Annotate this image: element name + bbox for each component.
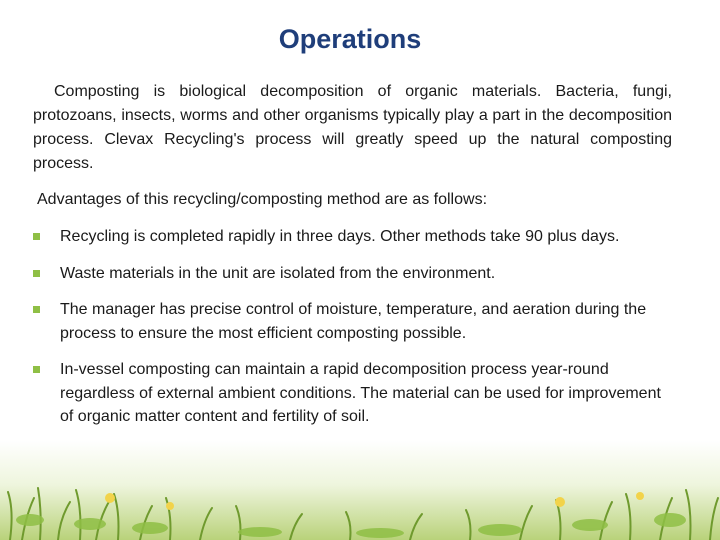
list-item-text: The manager has precise control of moisture, temperature, and aeration during the process to ensure the most efficient composting possible. — [60, 301, 647, 342]
intro-paragraph: Composting is biological decomposition of organic materials. Bacteria, fungi, protozoans, insects, worms and other organisms typically play a part in the decomposition process. Clevax Recycling's process will greatly speed up the natural composting process. — [33, 83, 672, 172]
list-item-text: In-vessel composting can maintain a rapid decomposition process year-round regardless of external ambient conditions. The material can be used for improvement of organic matter content and fertility of soil. — [60, 361, 661, 425]
slide-title: Operations — [278, 24, 422, 54]
advantages-list — [33, 225, 673, 442]
square-bullet-icon — [33, 270, 40, 277]
list-item-text: Waste materials in the unit are isolated from the environment. — [60, 264, 496, 282]
list-item — [33, 225, 673, 249]
advantages-lead: Advantages of this recycling/composting method are as follows: — [37, 191, 488, 208]
square-bullet-icon — [33, 366, 40, 373]
list-item — [33, 298, 673, 345]
square-bullet-icon — [33, 306, 40, 313]
list-item — [33, 358, 673, 429]
list-item-text: Recycling is completed rapidly in three days. Other methods take 90 plus days. — [60, 228, 620, 245]
meadow-footer-image — [0, 440, 720, 540]
list-item — [33, 262, 673, 286]
square-bullet-icon — [33, 233, 40, 240]
